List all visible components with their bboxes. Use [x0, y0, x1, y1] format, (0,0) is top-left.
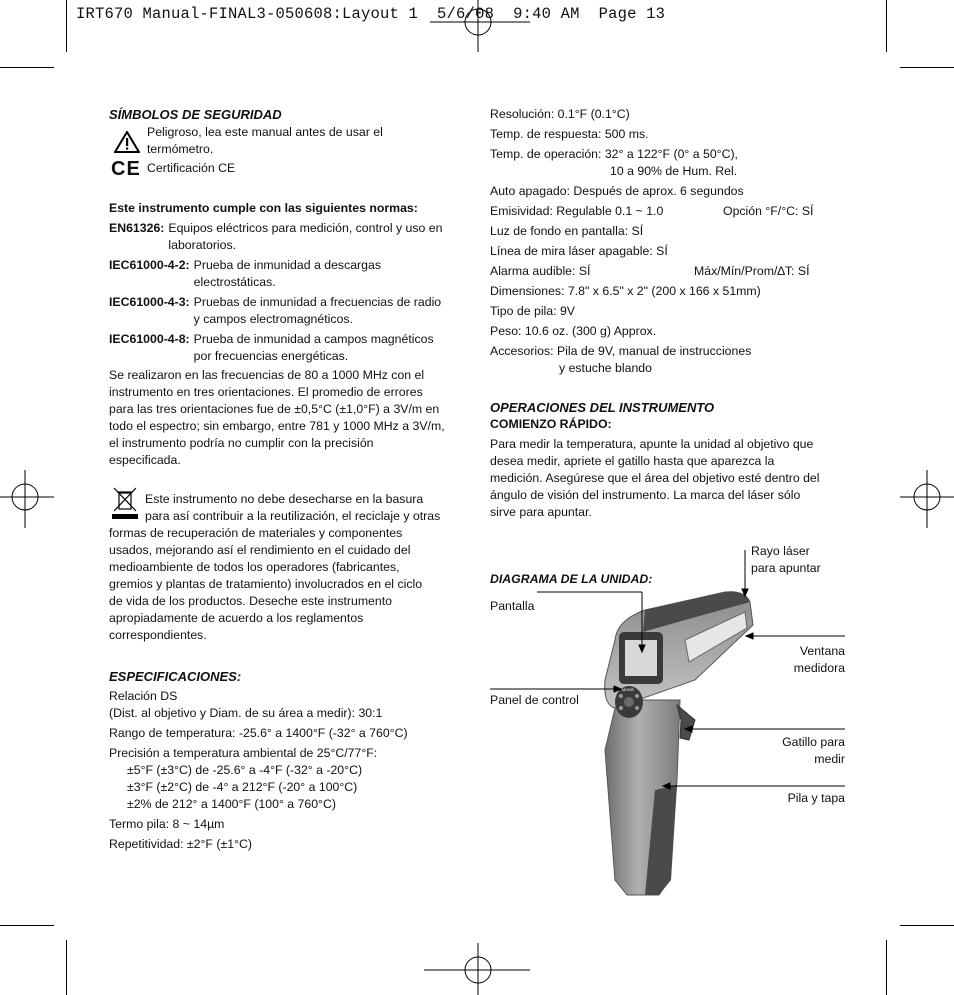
- paragraph-line: para las tres orientaciones fue de ±0,5°C (±1,0°F) a 3V/m en: [109, 402, 440, 416]
- label-display: Pantalla: [490, 599, 535, 613]
- label-line: Gatillo para: [782, 735, 845, 749]
- spec-backlight: Luz de fondo en pantalla: SÍ: [490, 224, 644, 238]
- spec-accessories-2: y estuche blando: [559, 361, 652, 375]
- disposal-line: formas de recuperación de materiales y componentes: [109, 526, 403, 540]
- spec-resolution: Resolución: 0.1°F (0.1°C): [490, 107, 630, 121]
- keypad-label: MODE: [622, 687, 634, 692]
- spec-op-temp: Temp. de operación: 32° a 122°F (0° a 50°C),: [490, 147, 738, 161]
- standard-desc: por frecuencias energéticas.: [193, 349, 349, 363]
- spec-weight: Peso: 10.6 oz. (300 g) Approx.: [490, 324, 657, 338]
- paragraph-line: todo el espectro; sin embargo, entre 781 y 1000 MHz a 3V/m,: [109, 419, 445, 433]
- spec-accuracy-line: ±5°F (±3°C) de -25.6° a -4°F (-32° a -20°C): [127, 763, 363, 777]
- safety-heading: SÍMBOLOS DE SEGURIDAD: [109, 107, 282, 122]
- warning-text-2: termómetro.: [147, 142, 214, 156]
- disposal-line: gremios y plantas de tratamiento) involucrados en el ciclo: [109, 577, 423, 591]
- spec-thermopile: Termo pila: 8 ~ 14µm: [109, 817, 225, 831]
- standard-code: IEC61000-4-8:: [109, 332, 190, 346]
- disposal-line: medioambiente de todos los operadores (fabricantes,: [109, 560, 400, 574]
- spec-battery: Tipo de pila: 9V: [490, 304, 575, 318]
- diagram-heading: DIAGRAMA DE LA UNIDAD:: [490, 572, 653, 587]
- spec-accuracy-line: ±2% de 212° a 1400°F (100° a 760°C): [127, 797, 336, 811]
- spec-auto-off: Auto apagado: Después de aprox. 6 segundos: [490, 184, 744, 198]
- standard-desc: y campos electromagnéticos.: [193, 312, 353, 326]
- label-line: medir: [814, 752, 845, 766]
- standard-code: IEC61000-4-3:: [109, 295, 190, 309]
- operations-heading: OPERACIONES DEL INSTRUMENTO: [490, 400, 715, 415]
- paragraph-line: instrumento en tres orientaciones. El promedio de errores: [109, 385, 423, 399]
- disposal-line: para así contribuir a la reutilización, el reciclaje y otras: [145, 509, 441, 523]
- standard-desc: laboratorios.: [168, 238, 237, 252]
- paragraph-line: sirve para apuntar.: [490, 505, 592, 519]
- quick-start-heading: COMIENZO RÁPIDO:: [490, 417, 612, 431]
- spec-alarm: Alarma audible: SÍ: [490, 264, 591, 278]
- label-line: medidora: [793, 661, 845, 675]
- spec-accessories: Accesorios: Pila de 9V, manual de instrucciones: [490, 344, 752, 358]
- disposal-line: correspondientes.: [109, 628, 207, 642]
- spec-accuracy-title: Precisión a temperatura ambiental de 25°C/77°F:: [109, 746, 378, 760]
- spec-dimensions: Dimensiones: 7.8" x 6.5" x 2" (200 x 166 x 51mm): [490, 284, 761, 298]
- standard-desc: Pruebas de inmunidad a frecuencias de radio: [193, 295, 442, 309]
- standard-desc: electrostáticas.: [193, 275, 276, 289]
- ce-mark-icon: CE: [111, 158, 141, 180]
- warning-text-1: Peligroso, lea este manual antes de usar el: [147, 125, 383, 139]
- standard-desc: Equipos eléctricos para medición, control y uso en: [168, 221, 443, 235]
- spec-emissivity: Emisividad: Regulable 0.1 ~ 1.0: [490, 204, 664, 218]
- disposal-line: apropiadamente de acuerdo a los reglamentos: [109, 611, 364, 625]
- paragraph-line: el instrumento podría no cumplir con la precisión: [109, 436, 374, 450]
- disposal-line: Este instrumento no debe desecharse en la basura: [145, 492, 424, 506]
- spec-ds-value: (Dist. al objetivo y Diam. de su área a medir): 30:1: [109, 706, 383, 720]
- paragraph-line: desea medir, apriete el gatillo hasta que aparezca la: [490, 454, 775, 468]
- spec-ds-label: Relación DS: [109, 689, 178, 703]
- spec-op-temp-2: 10 a 90% de Hum. Rel.: [610, 164, 738, 178]
- standard-desc: Prueba de inmunidad a descargas: [193, 258, 381, 272]
- spec-laser-line: Línea de mira láser apagable: SÍ: [490, 244, 668, 258]
- paragraph-line: ángulo de visión del instrumento. La marca del láser sólo: [490, 488, 801, 502]
- paragraph-line: Se realizaron en las frecuencias de 80 a 1000 MHz con el: [109, 368, 425, 382]
- standard-code: IEC61000-4-2:: [109, 258, 190, 272]
- print-slug: IRT670 Manual-FINAL3-050608:Layout 1 5/6/08 9:40 AM Page 13: [76, 5, 666, 23]
- label-line: para apuntar: [751, 561, 821, 575]
- label-line: Rayo láser: [751, 544, 810, 558]
- ce-text: Certificación CE: [147, 161, 236, 175]
- standard-desc: Prueba de inmunidad a campos magnéticos: [193, 332, 434, 346]
- label-line: Ventana: [799, 644, 845, 658]
- standard-code: EN61326:: [109, 221, 165, 235]
- label-battery-cover: Pila y tapa: [787, 791, 845, 805]
- label-control-panel: Panel de control: [490, 693, 579, 707]
- specs-heading: ESPECIFICACIONES:: [109, 669, 242, 684]
- paragraph-line: medición. Asegúrese que el área del objetivo esté dentro del: [490, 471, 820, 485]
- paragraph-line: Para medir la temperatura, apunte la unidad al objetivo que: [490, 437, 814, 451]
- paragraph-line: especificada.: [109, 453, 181, 467]
- disposal-line: usados, mejorando así el rendimiento en el cuidado del: [109, 543, 411, 557]
- disposal-line: de vida de los productos. Deseche este instrumento: [109, 594, 392, 608]
- spec-unit-option: Opción °F/°C: SÍ: [723, 204, 814, 218]
- spec-accuracy-line: ±3°F (±2°C) de -4° a 212°F (-20° a 100°C): [127, 780, 358, 794]
- spec-maxmin: Máx/Mín/Prom/∆T: SÍ: [694, 264, 810, 278]
- spec-repeatability: Repetitividad: ±2°F (±1°C): [109, 837, 252, 851]
- spec-response: Temp. de respuesta: 500 ms.: [490, 127, 649, 141]
- spec-range: Rango de temperatura: -25.6° a 1400°F (-32° a 760°C): [109, 726, 408, 740]
- standards-intro: Este instrumento cumple con las siguientes normas:: [109, 201, 418, 215]
